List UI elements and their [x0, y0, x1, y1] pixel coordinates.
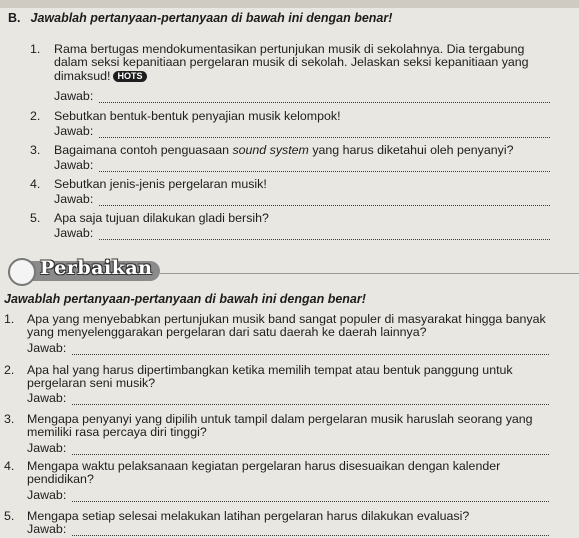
section-b-question-1	[30, 43, 560, 85]
question-text: yang harus diketahui oleh penyanyi?	[308, 143, 514, 157]
question-number: 1.	[30, 42, 41, 56]
answer-dots	[99, 229, 550, 240]
question-number: 5.	[4, 509, 15, 523]
answer-dots	[72, 491, 549, 502]
answer-label: Jawab:	[54, 192, 94, 206]
question-text-line: pergelaran seni musik?	[27, 376, 156, 391]
question-number: 2.	[4, 363, 15, 377]
answer-line[interactable]	[54, 124, 550, 138]
section-b-heading	[8, 11, 392, 25]
answer-label: Jawab:	[54, 89, 94, 103]
banner-circle-icon	[8, 258, 36, 286]
answer-line[interactable]	[27, 441, 549, 455]
question-text-line: Apa hal yang harus dipertimbangkan ketika memilih tempat atau bentuk panggung untuk	[27, 363, 513, 377]
question-text-line: memiliki rasa percaya diri tinggi?	[27, 425, 207, 440]
perbaikan-banner	[0, 255, 579, 285]
banner-divider	[160, 273, 579, 274]
question-text-line: yang menyelenggarakan pergelaran dari satu daerah ke daerah lainnya?	[27, 325, 427, 340]
perbaikan-instruction: Jawablah pertanyaan-pertanyaan di bawah ini dengan benar!	[4, 292, 366, 306]
question-number: 4.	[30, 177, 41, 191]
question-number: 3.	[30, 143, 41, 157]
answer-line[interactable]	[54, 89, 550, 103]
answer-label: Jawab:	[54, 226, 94, 240]
perbaikan-question-2	[4, 364, 564, 392]
section-letter: B.	[8, 11, 21, 25]
question-number: 5.	[30, 211, 41, 225]
perbaikan-question-1	[4, 313, 564, 341]
question-number: 2.	[30, 109, 41, 123]
answer-dots	[99, 195, 550, 206]
answer-label: Jawab:	[27, 391, 67, 405]
answer-dots	[72, 525, 549, 536]
banner-title: Perbaikan	[40, 257, 153, 279]
question-text-line: Sebutkan jenis-jenis pergelaran musik!	[54, 177, 267, 191]
hots-badge: HOTS	[113, 71, 146, 82]
question-number: 1.	[4, 312, 15, 326]
answer-label: Jawab:	[27, 488, 67, 502]
answer-label: Jawab:	[54, 158, 94, 172]
question-text-line: Mengapa penyanyi yang dipilih untuk tampil dalam pergelaran musik haruslah seorang yang	[27, 412, 533, 426]
answer-line[interactable]	[54, 158, 550, 172]
answer-dots	[72, 444, 549, 455]
question-text-line: Sebutkan bentuk-bentuk penyajian musik kelompok!	[54, 109, 341, 123]
answer-dots	[72, 344, 549, 355]
question-text-line: Mengapa setiap selesai melakukan latihan pergelaran harus dilakukan evaluasi?	[27, 509, 470, 523]
question-text-line: dimaksud!	[54, 68, 111, 83]
answer-line[interactable]	[54, 192, 550, 206]
question-number: 3.	[4, 412, 15, 426]
answer-dots	[99, 92, 550, 103]
question-text-italic: sound system	[232, 143, 309, 157]
answer-label: Jawab:	[54, 124, 94, 138]
section-b-question-3	[30, 144, 560, 158]
answer-line[interactable]	[27, 522, 549, 536]
question-text: Bagaimana contoh penguasaan	[54, 143, 233, 157]
answer-line[interactable]	[27, 391, 549, 405]
section-b-question-2	[30, 110, 560, 124]
answer-dots	[99, 127, 550, 138]
section-b-question-4	[30, 178, 560, 192]
question-text-line: pendidikan?	[27, 472, 94, 487]
answer-label: Jawab:	[27, 441, 67, 455]
page-top-band	[0, 0, 579, 8]
perbaikan-question-4	[4, 460, 564, 488]
answer-label: Jawab:	[27, 341, 67, 355]
question-text-line: Apa yang menyebabkan pertunjukan musik band sangat populer di masyarakat hingga banyak	[27, 312, 546, 326]
question-text-line: Apa saja tujuan dilakukan gladi bersih?	[54, 211, 269, 225]
question-text-line: Mengapa waktu pelaksanaan kegiatan pergelaran harus disesuaikan dengan kalender	[27, 459, 501, 473]
answer-label: Jawab:	[27, 522, 67, 536]
answer-dots	[99, 161, 550, 172]
perbaikan-question-3	[4, 413, 564, 441]
question-text-line: Rama bertugas mendokumentasikan pertunjukan musik di sekolahnya. Dia tergabung	[54, 42, 525, 56]
section-b-question-5	[30, 212, 560, 226]
question-text-line: dalam seksi kepanitiaan pergelaran musik di sekolah. Jelaskan seksi kepanitiaan yang	[54, 55, 529, 70]
section-b-instruction: Jawablah pertanyaan-pertanyaan di bawah ini dengan benar!	[30, 11, 393, 25]
answer-dots	[72, 394, 549, 405]
question-number: 4.	[4, 459, 15, 473]
answer-line[interactable]	[27, 341, 549, 355]
answer-line[interactable]	[54, 226, 550, 240]
answer-line[interactable]	[27, 488, 549, 502]
